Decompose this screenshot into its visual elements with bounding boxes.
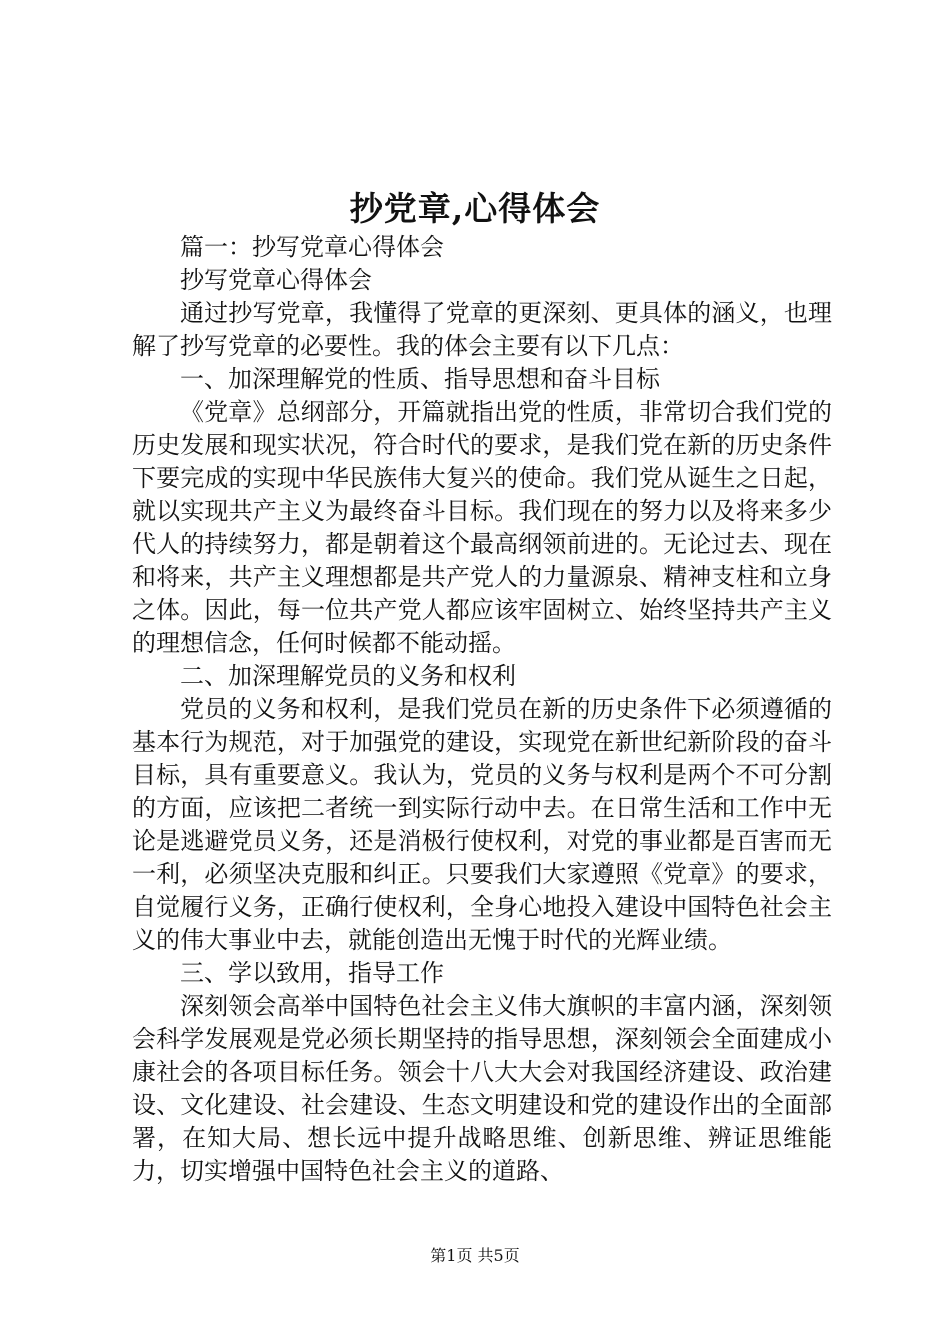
subtitle: 抄写党章心得体会 [180, 266, 372, 294]
body-paragraph: 通过抄写党章，我懂得了党章的更深刻、更具体的涵义，也理解了抄写党章的必要性。我的体会主要有以下几点： [132, 299, 832, 360]
page-number-footer: 第1页 共5页 [430, 1246, 520, 1265]
section-heading: 一、加深理解党的性质、指导思想和奋斗目标 [180, 365, 660, 393]
body-paragraph: 《党章》总纲部分，开篇就指出党的性质，非常切合我们党的历史发展和现实状况，符合时代的要求，是我们党在新的历史条件下要完成的实现中华民族伟大复兴的使命。我们党从诞生之日起，就以实现共产主义为最终奋斗目标。我们现在的努力以及将来多少代人的持续努力，都是朝着这个最高纲领前进的。无论过去、现在和将来，共产主义理想都是共产党人的力量源泉、精神支柱和立身之体。因此，每一位共产党人都应该牢固树立、始终坚持共产主义的理想信念，任何时候都不能动摇。 [132, 398, 832, 657]
section-heading: 二、加深理解党员的义务和权利 [180, 662, 516, 690]
body-paragraph: 党员的义务和权利，是我们党员在新的历史条件下必须遵循的基本行为规范，对于加强党的建设，实现党在新世纪新阶段的奋斗目标，具有重要意义。我认为，党员的义务与权利是两个不可分割的方面，应该把二者统一到实际行动中去。在日常生活和工作中无论是逃避党员义务，还是消极行使权利，对党的事业都是百害而无一利，必须坚决克服和纠正。只要我们大家遵照《党章》的要求，自觉履行义务，正确行使权利，全身心地投入建设中国特色社会主义的伟大事业中去，就能创造出无愧于时代的光辉业绩。 [132, 695, 832, 954]
document-body [132, 231, 832, 1188]
body-paragraph: 深刻领会高举中国特色社会主义伟大旗帜的丰富内涵，深刻领会科学发展观是党必须长期坚持的指导思想，深刻领会全面建成小康社会的各项目标任务。领会十八大大会对我国经济建设、政治建设、文化建设、社会建设、生态文明建设和党的建设作出的全面部署，在知大局、想长远中提升战略思维、创新思维、辨证思维能力，切实增强中国特色社会主义的道路、 [132, 992, 832, 1185]
section-heading: 三、学以致用，指导工作 [180, 959, 444, 987]
document-title: 抄党章,心得体会 [349, 189, 601, 228]
section-label: 篇一：抄写党章心得体会 [180, 233, 444, 261]
